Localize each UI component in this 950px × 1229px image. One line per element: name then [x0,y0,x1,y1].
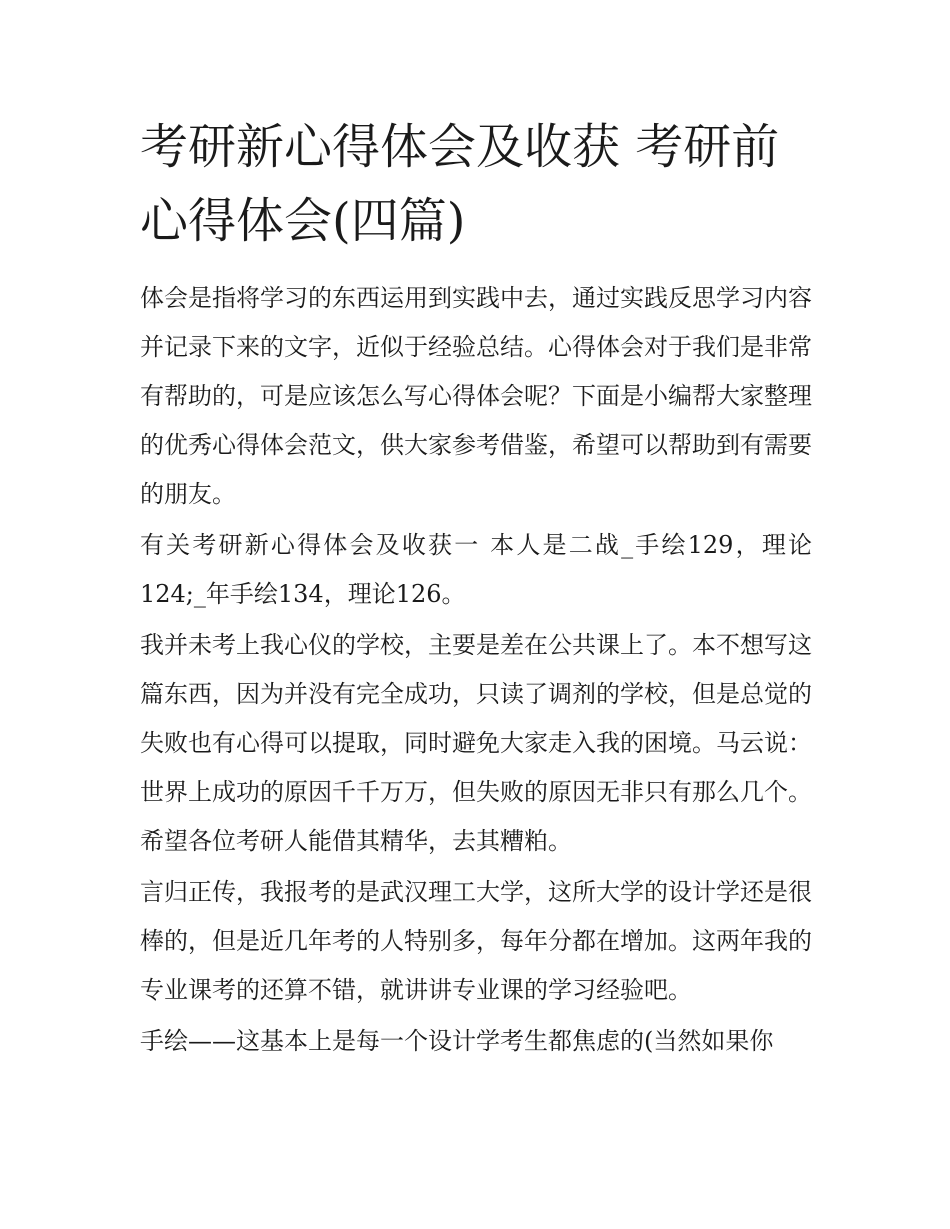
document-title: 考研新心得体会及收获 考研前心得体会(四篇) [140,119,780,249]
paragraph-failure: 我并未考上我心仪的学校，主要是差在公共课上了。本不想写这篇东西，因为并没有完全成功，只读了调剂的学校，但是总觉的失败也有心得可以提取，同时避免大家走入我的困境。马云说：世界上成功的原因千千万万，但失败的原因无非只有那么几个。希望各位考研人能借其精华，去其糟粕。 [140,631,812,855]
paragraph-scores: 有关考研新心得体会及收获一 本人是二战_手绘129，理论124;_年手绘134，理论126。 [140,531,812,608]
paragraph-intro: 体会是指将学习的东西运用到实践中去，通过实践反思学习内容并记录下来的文字，近似于经验总结。心得体会对于我们是非常有帮助的，可是应该怎么写心得体会呢？下面是小编帮大家整理的优秀心得体会范文，供大家参考借鉴，希望可以帮助到有需要的朋友。 [140,284,812,508]
paragraph-handdrawing: 手绘——这基本上是每一个设计学考生都焦虑的(当然如果你 [140,1027,774,1055]
paragraph-school: 言归正传，我报考的是武汉理工大学，这所大学的设计学还是很棒的，但是近几年考的人特别多，每年分都在增加。这两年我的专业课考的还算不错，就讲讲专业课的学习经验吧。 [140,878,812,1004]
document-page [140,110,812,1068]
